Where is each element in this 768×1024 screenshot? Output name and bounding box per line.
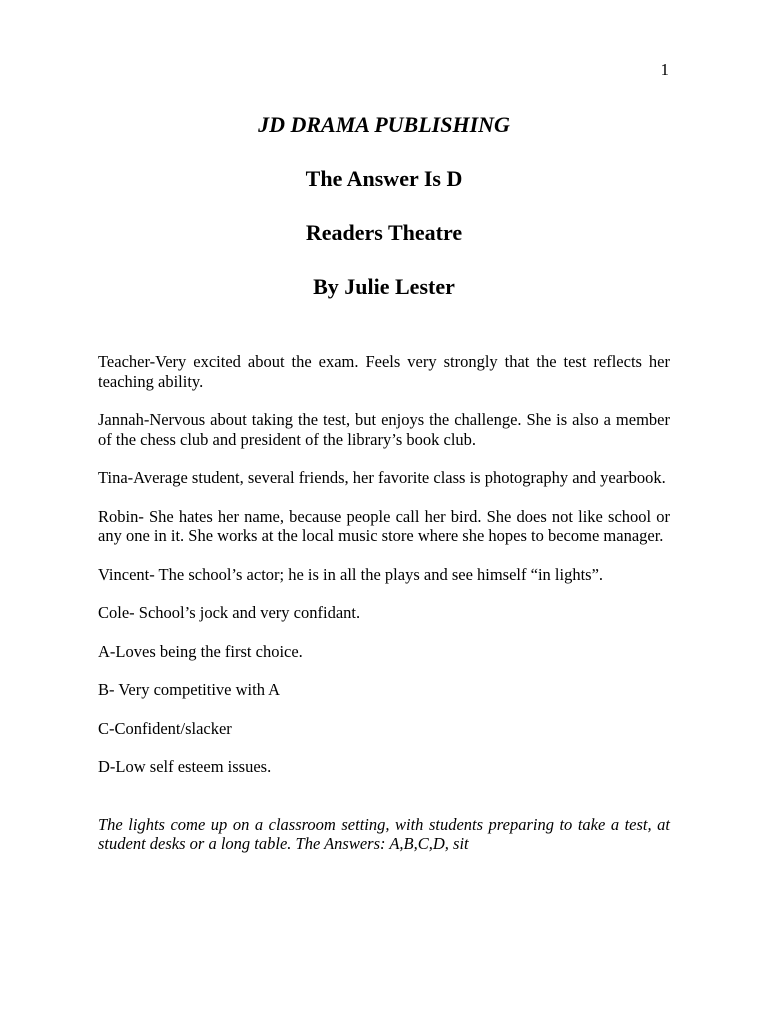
spacer xyxy=(98,796,670,815)
play-author: By Julie Lester xyxy=(313,274,455,299)
character-list xyxy=(98,352,670,873)
stage-direction: The lights come up on a classroom setting, with students preparing to take a test, at student desks or a long table. The Answers: A,B,C,D, sit xyxy=(98,814,670,853)
play-subtitle: Readers Theatre xyxy=(305,220,463,245)
character-description: Robin- She hates her name, because people call her bird. She does not like school or any one in it. She works at the local music store where she hopes to become manager. xyxy=(98,506,670,545)
title-block xyxy=(0,108,768,324)
page-number: 1 xyxy=(660,60,669,79)
character-description: A-Loves being the first choice. xyxy=(98,641,303,661)
character-description: C-Confident/slacker xyxy=(98,718,232,738)
play-title: The Answer Is D xyxy=(305,166,463,191)
character-description: Teacher-Very excited about the exam. Feels very strongly that the test reflects her teaching ability. xyxy=(98,352,670,391)
character-description: B- Very competitive with A xyxy=(98,680,281,699)
character-description: Tina-Average student, several friends, her favorite class is photography and yearbook. xyxy=(98,468,666,487)
character-description: Cole- School’s jock and very confidant. xyxy=(98,603,361,622)
publisher-name: JD DRAMA PUBLISHING xyxy=(258,112,510,137)
character-description: D-Low self esteem issues. xyxy=(98,757,272,776)
character-description: Vincent- The school’s actor; he is in all the plays and see himself “in lights”. xyxy=(98,564,604,584)
character-description: Jannah-Nervous about taking the test, but enjoys the challenge. She is also a member of the chess club and president of the library’s book club. xyxy=(98,410,670,449)
